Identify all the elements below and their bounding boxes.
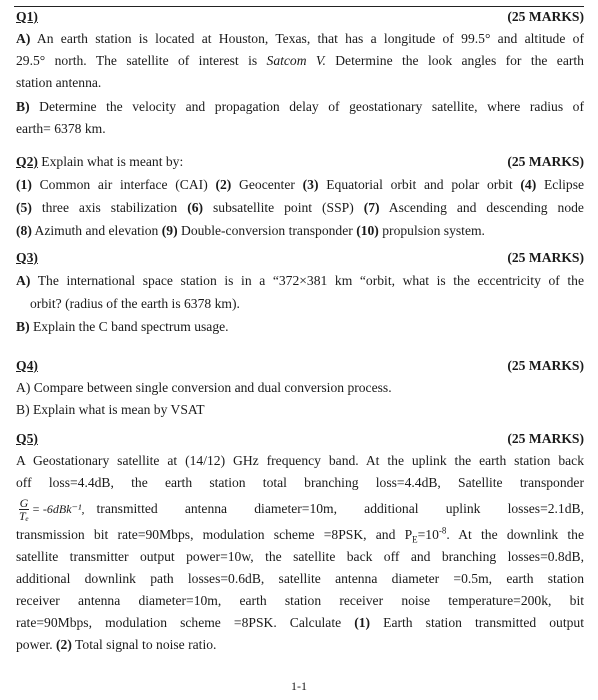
q5-line3: $\frac{G}{\text{Tₑ}}$ = -6dBk⁻¹, transmitted antenna diameter=10m, additional uplink losses=2.1dB, xyxy=(19,495,584,523)
q5-line2: off loss=4.4dB, the earth station total branching loss=4.4dB, Satellite transponder xyxy=(16,475,584,490)
question-1-header xyxy=(16,6,584,28)
q1-part-a-line1: A) An earth station is located at Houston, Texas, that has a longitude of 99.5° and altitude of xyxy=(16,31,584,46)
question-2-intro: Explain what is meant by: xyxy=(37,154,184,169)
q3-part-b-line1: B) Explain the C band spectrum usage. xyxy=(16,319,229,334)
question-5-number: Q5) xyxy=(16,431,38,446)
list-item: Geocenter xyxy=(239,177,295,192)
question-5 xyxy=(16,428,584,656)
q2-items-line1: (1) Common air interface (CAI) (2) Geocenter (3) Equatorial orbit and polar orbit (4) Eclipse xyxy=(16,177,585,192)
question-4-number: Q4) xyxy=(16,358,38,373)
q5-line4: transmission bit rate=90Mbps, modulation scheme =8PSK, and $P_E=10^{-8}$. At the downlink the xyxy=(16,525,584,545)
question-3-number: Q3) xyxy=(16,250,38,265)
question-5-header xyxy=(16,428,584,450)
q5-line7: receiver antenna diameter=10m, earth station receiver noise temperature=200k, bit xyxy=(16,593,584,608)
q5-line8: rate=90Mbps, modulation scheme =8PSK. Calculate (1) Earth station transmitted output xyxy=(16,615,584,630)
q1-part-a-line3: station antenna. xyxy=(16,75,102,90)
question-2-number: Q2) xyxy=(16,154,38,169)
question-2 xyxy=(16,150,584,242)
q4-part-a: A) Compare between single conversion and dual conversion process. xyxy=(16,380,392,395)
question-4-marks: (25 MARKS) xyxy=(507,358,584,373)
list-item: subsatellite point (SSP) xyxy=(213,200,354,215)
question-1-number: Q1) xyxy=(16,9,38,24)
q5-line9: power. (2) Total signal to noise ratio. xyxy=(16,637,217,652)
list-item: Double-conversion transponder xyxy=(181,223,353,238)
q4-part-b: B) Explain what is mean by VSAT xyxy=(16,402,205,417)
question-4-header xyxy=(16,355,584,377)
question-4 xyxy=(16,355,584,421)
q1-part-a-line2: 29.5° north. The satellite of interest is Satcom V. Determine the look angles for the earth xyxy=(16,53,584,68)
list-item: three axis stabilization xyxy=(41,200,178,215)
question-1 xyxy=(16,6,584,140)
g-over-t-value: = -6dBk⁻¹, xyxy=(31,502,85,516)
question-3 xyxy=(16,246,584,338)
list-item: Azimuth and elevation xyxy=(34,223,159,238)
question-1-marks: (25 MARKS) xyxy=(507,9,584,24)
list-item: Eclipse xyxy=(544,177,585,192)
q1-part-b-line2: earth= 6378 km. xyxy=(16,121,106,136)
q2-items-line3: (8) Azimuth and elevation (9) Double-conversion transponder (10) propulsion system. xyxy=(16,223,485,238)
question-2-header xyxy=(16,150,584,173)
q5-line6: additional downlink path losses=0.6dB, satellite antenna diameter =0.5m, earth station xyxy=(16,571,584,586)
list-item: propulsion system. xyxy=(382,223,485,238)
list-item: Common air interface (CAI) xyxy=(39,177,208,192)
question-2-marks: (25 MARKS) xyxy=(507,154,584,169)
question-3-marks: (25 MARKS) xyxy=(507,250,584,265)
g-over-t-fraction: $\frac{G}{\text{Tₑ}}$ xyxy=(19,495,29,523)
question-5-marks: (25 MARKS) xyxy=(507,431,584,446)
q3-part-a-line1: A) The international space station is in a “372×381 km “orbit, what is the eccentricity of the xyxy=(16,273,584,288)
list-item: Ascending and descending node xyxy=(388,200,584,215)
q2-items-line2: (5) three axis stabilization (6) subsatellite point (SSP) (7) Ascending and descending node xyxy=(16,200,584,215)
q3-part-a-line2: orbit? (radius of the earth is 6378 km). xyxy=(30,296,240,311)
q5-line1: A Geostationary satellite at (14/12) GHz frequency band. At the uplink the earth station back xyxy=(16,453,584,468)
page-number: 1-1 xyxy=(291,679,307,693)
q5-line5: satellite transmitter output power=10w, the satellite back off and branching losses=0.8dB, xyxy=(16,549,584,564)
list-item: Equatorial orbit and polar orbit xyxy=(326,177,513,192)
q1-part-b-line1: B) Determine the velocity and propagation delay of geostationary satellite, where radius of xyxy=(16,99,584,114)
question-3-header xyxy=(16,246,584,269)
satellite-name: Satcom V. xyxy=(266,53,326,68)
